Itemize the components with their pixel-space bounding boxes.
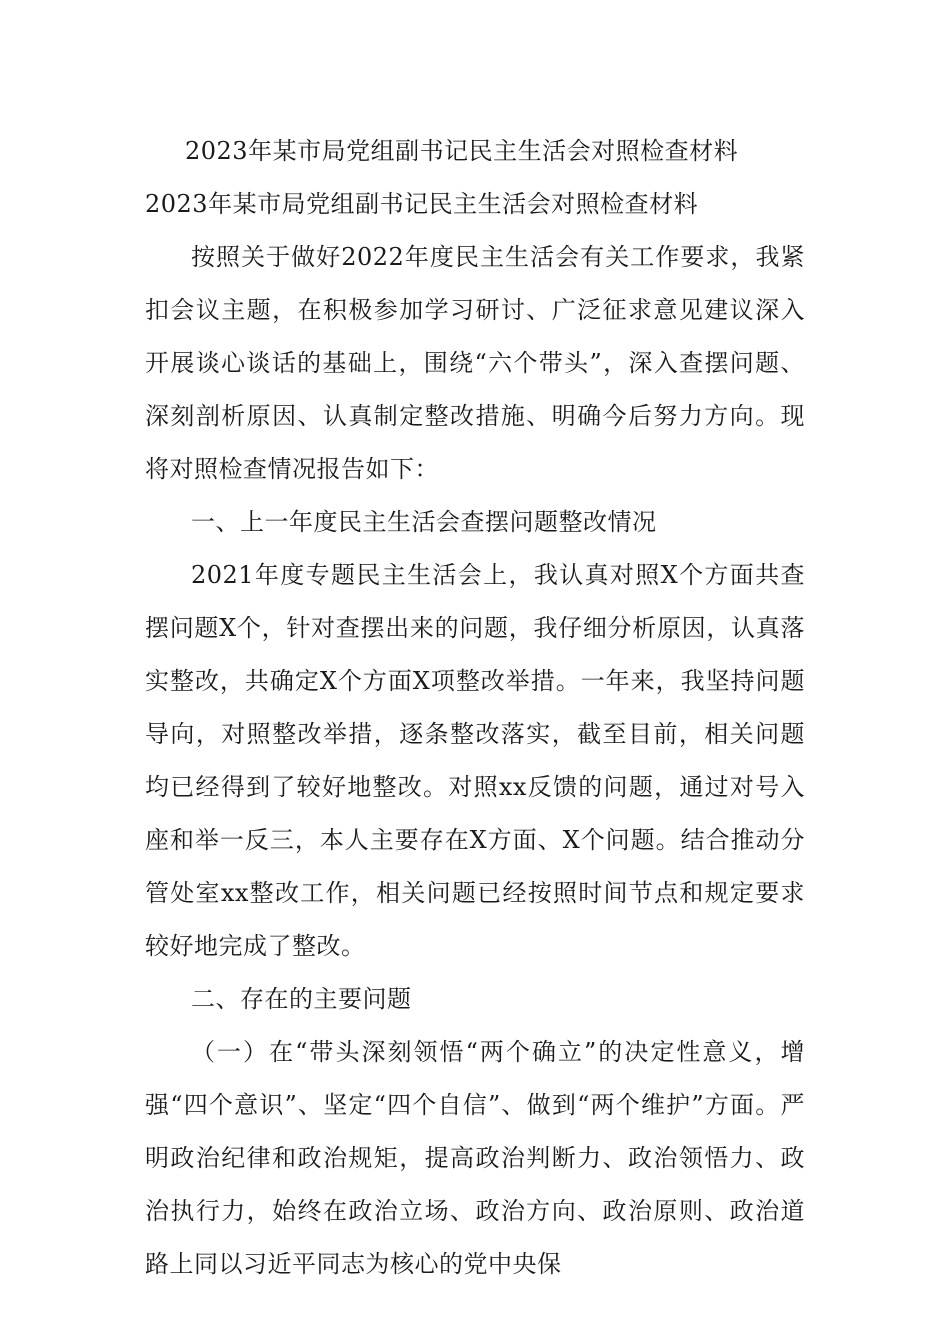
section-1-heading: 一、上一年度民主生活会查摆问题整改情况 (191, 508, 657, 536)
section-2-heading: 二、存在的主要问题 (191, 985, 412, 1013)
section-2-paragraph: （一）在“带头深刻领悟“两个确立”的决定性意义，增强“四个意识”、坚定“四个自信”、做到“两个维护”方面。严明政治纪律和政治规矩，提高政治判断力、政治领悟力、政治执行力，始终在政治立场、政治方向、政治原则、政治道路上同以习近平同志为核心的党中央保 (145, 1038, 805, 1278)
intro-paragraph: 按照关于做好2022年度民主生活会有关工作要求，我紧扣会议主题，在积极参加学习研讨、广泛征求意见建议深入开展谈心谈话的基础上，围绕“六个带头”，深入查摆问题、深刻剖析原因、认真制定整改措施、明确今后努力方向。现将对照检查情况报告如下： (145, 243, 805, 483)
document-title: 2023年某市局党组副书记民主生活会对照检查材料 (185, 137, 739, 165)
section-1-paragraph: 2021年度专题民主生活会上，我认真对照X个方面共查摆问题X个，针对查摆出来的问题，我仔细分析原因，认真落实整改，共确定X个方面X项整改举措。一年来，我坚持问题导向，对照整改举措，逐条整改落实，截至目前，相关问题均已经得到了较好地整改。对照xx反馈的问题，通过对号入座和举一反三，本人主要存在X方面、X个问题。结合推动分管处室xx整改工作，相关问题已经按照时间节点和规定要求较好地完成了整改。 (145, 561, 805, 960)
document-subtitle: 2023年某市局党组副书记民主生活会对照检查材料 (145, 190, 699, 218)
document-body (145, 125, 805, 1291)
